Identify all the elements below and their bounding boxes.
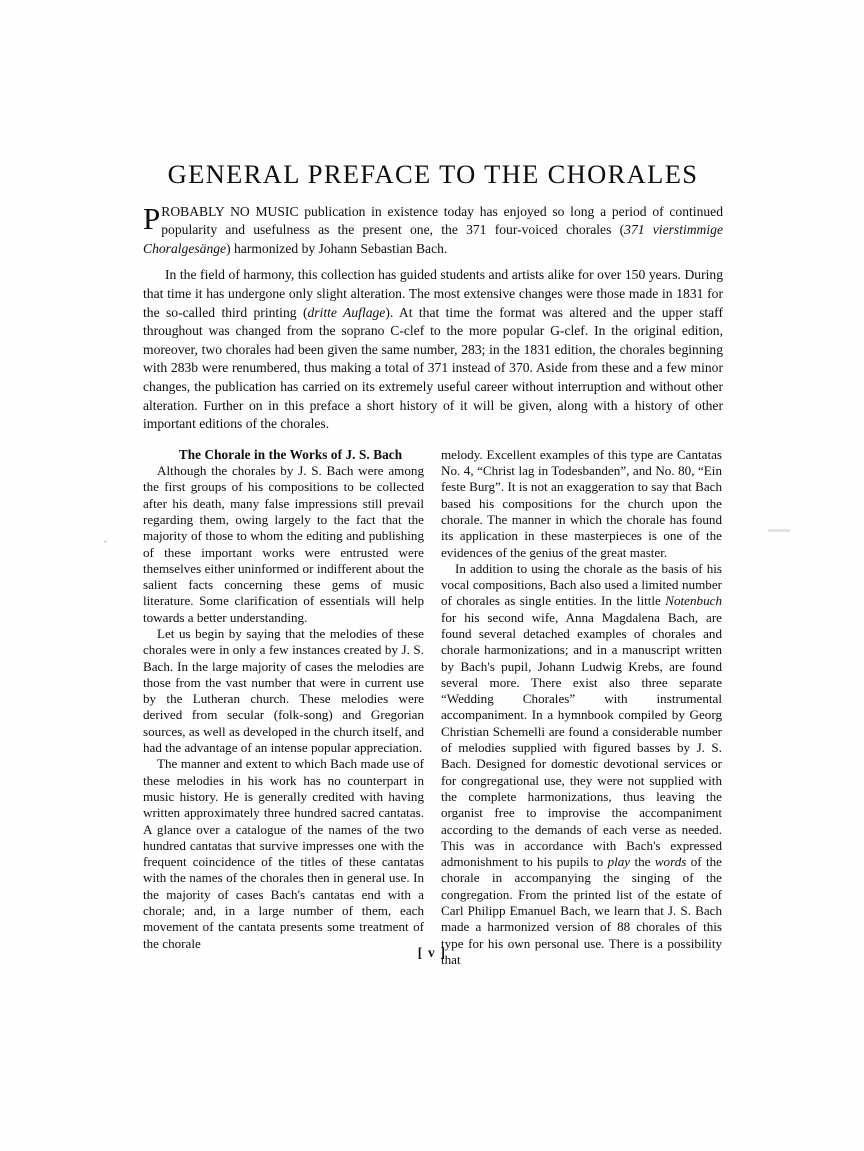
intro-text-after-italic: ) harmonized by Johann Sebastian Bach. [226,240,448,256]
right-column [441,447,722,969]
intro-lead-caps: ROBABLY NO MUSIC [161,203,299,219]
body-text: for his second wife, Anna Magdalena Bach, are found several detached examples of chorales and chorale harmonizations; and in a manuscript written by Bach's pupil, Johann Ludwig Krebs, are found several more. There exist also three separate “Wedding Chorales” with instrumental accompaniment. In a hymnbook compiled by Georg Christian Schemelli are found a considerable number of melodies supplied with figured basses by J. S. Bach. Designed for domestic devotional services or for congregational use, they were not supplied with the complete harmonizations, thus leaving the organist free to improvise the accompaniment according to the demands of each verse as needed. This was in accordance with Bach's expressed admonishment to his pupils to [441,609,722,870]
two-column-body [143,447,723,969]
body-text: the [630,854,655,870]
intro-paragraph-1 [143,200,723,259]
body-text: In addition to using the chorale as the basis of his vocal compositions, Bach also used a limited number of chorales as single entities. In the little [441,560,722,609]
page-folio: [ v ] [417,945,447,960]
left-column-paragraph: Let us begin by saying that the melodies of these chorales were in only a few instances created by J. S. Bach. In the large majority of cases the melodies are those from the vast number that were in current use by the Lutheran church. These melodies were derived from secular (folk-song) and Gregorian sources, as well as developed in the church itself, and had the advantage of an intense popular appreciation. [143,626,424,756]
italic-term: Notenbuch [665,593,722,609]
section-heading: The Chorale in the Works of J. S. Bach [178,446,403,462]
intro-paragraph-2 [143,266,723,433]
paper-speck [104,540,107,543]
intro2-part1: In the field of harmony, this collection has guided students and artists alike for over 150 years. During that time it has undergone only slight alteration. The most extensive changes were those made in 1831 for the so-called third printing ( [143,267,723,320]
body-text: of the chorale in accompanying the singing of the congregation. From the printed list of the estate of Carl Philipp Emanuel Bach, we learn that J. S. Bach made a harmonized version of 88 chorales of this type for his own personal use. There is a possibility that [441,854,722,967]
page-title: GENERAL PREFACE TO THE CHORALES [167,159,699,189]
paper-speck [768,529,790,532]
left-column-paragraph: Although the chorales by J. S. Bach were among the first groups of his compositions to be collected after his death, many false impressions still prevail regarding them, owing largely to the fact that the majority of those to whom the editing and publishing of these important works were entrusted were themselves either uninformed or indifferent about the salient facts concerning these gems of music literature. Some clarification of essentials will help towards a better understanding. [143,463,424,625]
page-content [143,160,723,968]
intro-text-before-italic: publication in existence today has enjoyed so long a period of continued popularity and usefulness as the present one, the 371 four-voiced chorales ( [161,203,723,238]
intro2-part2: ). At that time the format was altered and the upper staff throughout was changed from the soprano C-clef to the more popular G-clef. In the original edition, moreover, two chorales had been given the same number, 283; in the 1831 edition, the chorales beginning with 283b were renumbered, thus making a total of 371 instead of 370. Aside from these and a few minor changes, the publication has carried on its extremely useful career without interruption and without other alteration. Further on in this preface a short history of it will be given, along with a history of other important editions of the chorales. [143,304,723,432]
left-column [143,447,424,969]
body-text: melody. Excellent examples of this type are Cantatas No. 4, “Christ lag in Todesbanden”, and No. 80, “Ein feste Burg”. It is not an exaggeration to say that Bach based his compositions for the church upon the chorale. The manner in which the chorale has found its application in these masterpieces is one of the evidences of the genius of the great master. [441,446,722,560]
italic-term: words [654,854,687,870]
italic-term: play [607,854,631,870]
left-column-paragraph: The manner and extent to which Bach made use of these melodies in his work has no counterpart in music history. He is generally credited with having written approximately three hundred sacred cantatas. A glance over a catalogue of the names of the two hundred cantatas that survive impresses one with the frequent coincidence of the titles of these cantatas with the names of the chorales then in general use. In the majority of cases Bach's cantatas end with a chorale; and, in a large number of them, each movement of the cantata presents some treatment of the chorale [143,756,424,951]
right-column-paragraph [441,447,722,561]
drop-cap: P [143,200,161,236]
intro-italic-title: 371 vierstimmige Choralgesänge [143,222,723,256]
right-column-paragraph [441,561,722,968]
intro2-italic-term: dritte Auflage [307,304,386,320]
